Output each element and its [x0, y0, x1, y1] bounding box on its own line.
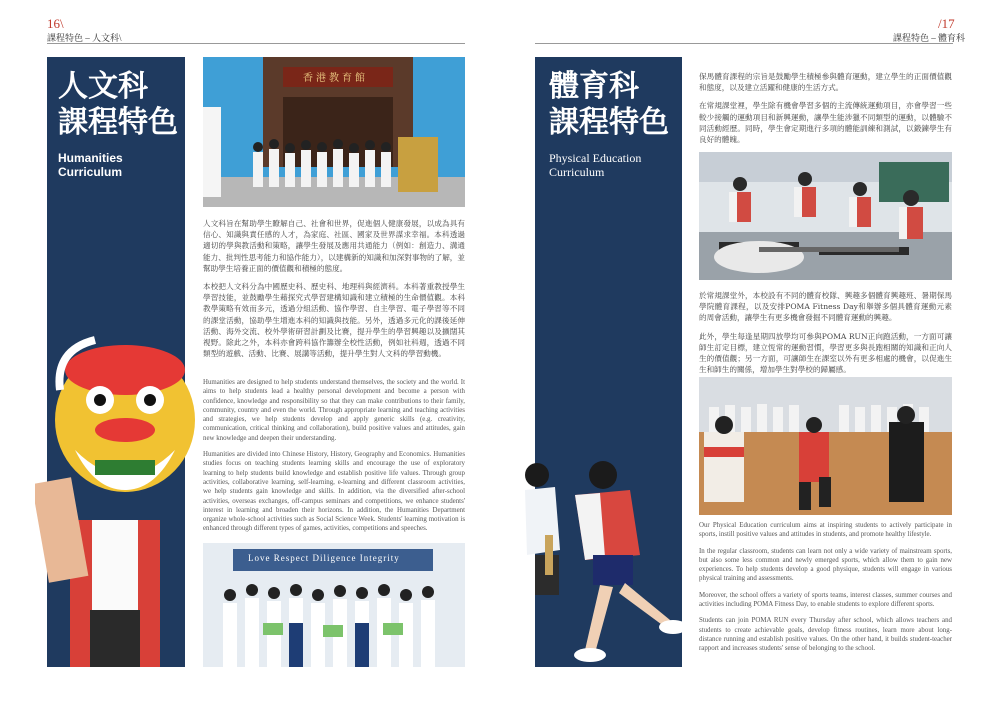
pe-en-paragraph-4: Students can join POMA RUN every Thursday after school, which allows teachers and students to create achievable goals, develop fitness routines, learn more about long-distance running and establish positive values. On the other hand, it builds student-teacher rapport and increases students' sense of belonging to the school.	[699, 617, 952, 653]
pe-zh-text-mid	[699, 290, 952, 382]
pe-en-paragraph-3: Moreover, the school offers a variety of sports teams, interest classes, summer courses and activities including POMA Fitness Day, to enable students to explore different sports.	[699, 591, 952, 609]
museum-sign: 香港教育館	[303, 73, 368, 84]
pe-zh-paragraph-2: 在常規課堂裡，學生除有機會學習多個的主流傳統運動項目，亦會學習一些較少接觸的運動項目和新興運動，讓學生能涉獵不同類型的運動，以體驗不同活動經歷。同時，學生會定期進行多項的體能訓練和測試，以鍛鍊學生有良好的體魄。	[699, 101, 952, 145]
humanities-title-line1: 人文科	[58, 69, 148, 104]
fitness-room-photo	[699, 152, 952, 280]
humanities-zh-paragraph-1: 人文科旨在幫助學生瞭解自己、社會和世界，促進個人健康發展，以成為具有信心、知識與責任感的人才，為家庭、社區、國家及世界謀求幸福。本科透過適切的學與教活動和策略，讓學生發展及應用共通能力（例如：創造力、溝通能力、批判性思考能力和協作能力），以建構新的知識和加深對事物的了解，並幫助學生培養正面的價值觀和積極的態度。	[203, 219, 465, 273]
pe-en-text	[699, 521, 952, 661]
pe-zh-paragraph-3: 於常規課堂外，本校設有不同的體育校隊、興趣多個體育興趣班、暑期保馬學院體育課程，以及安排POMA Fitness Day和舉辦多個具體育運動元素的周會活動，讓學生有更多機會發掘不同體育運動的興趣。	[699, 291, 952, 323]
humanities-subtitle-line2: Curriculum	[58, 165, 123, 179]
humanities-en-paragraph-1: Humanities are designed to help students understand themselves, the society and the world. It aims to help students lead a healthy personal development and become a person with confidence, knowledge and responsibility so that they can make contributions to their family, community, country and even the world. Through appropriate learning and teaching activities and strategies, we help students develop and apply generic skills (e.g. creativity, communication, critical thinking and collaboration), build positive values and attitudes, gain new knowledge and deepen their understanding.	[203, 379, 465, 442]
lion-dance-photo	[35, 330, 195, 667]
humanities-award-group-photo	[203, 543, 465, 667]
right-header-rule	[535, 43, 953, 44]
pe-en-paragraph-2: In the regular classroom, students can learn not only a wide variety of mainstream sports, but also some less common and newly emerged sports, which allow them to gain new experiences. To help students develop a good physique, students will engage in various physical training and assessments.	[699, 547, 952, 583]
museum-group-photo	[203, 57, 465, 207]
humanities-en-text	[203, 378, 465, 541]
humanities-subtitle-line1: Humanities	[58, 151, 123, 165]
pe-subtitle-line1: Physical Education	[549, 151, 642, 165]
pe-zh-text-top	[699, 71, 952, 152]
poma-run-hall-photo	[699, 377, 952, 515]
pe-zh-paragraph-4: 此外，學生每逢星期四放學均可參與POMA RUN正向跑活動，一方面可讓師生訂定目標，建立恆常的運動習慣，學習更多與長跑相關的知識和正向人生的價值觀；另一方面，可讓師生在課室以外有更多相處的機會，以促進生生和師生的關係，增加學生對學校的歸屬感。	[699, 331, 952, 375]
right-breadcrumb: 課程特色 – 體育科	[893, 33, 966, 43]
left-page-number: 16\	[47, 16, 64, 31]
runners-photo	[515, 455, 695, 670]
pe-title-line2: 課程特色	[549, 105, 669, 140]
humanities-en-paragraph-2: Humanities are divided into Chinese History, History, Geography and Economics. Humanities studies focus on teaching students learning skills and encourage the use of exploratory learning to help students build knowledge and establish positive life values. Through group activities, collaborative learning, self-learning, e-learning and different classroom activities, we help students gain knowledge and skills. In addition, via the diversified after-school activities, overseas exchanges, off-campus seminars and competitions, we enhance students' interest in learning and broaden their horizons. In addition, the Humanities Department organize whole-school activities such as Social Science Week. Students' learning motivation is enhanced through different types of games, activities, competitions and speeches.	[203, 451, 465, 533]
left-header-rule	[47, 43, 465, 44]
award-banner-text: Love Respect Diligence Integrity	[248, 553, 400, 563]
pe-title-line1: 體育科	[549, 69, 639, 104]
pe-en-paragraph-1: Our Physical Education curriculum aims at inspiring students to actively participate in sports, instill positive values and attitudes in students, and promote healthy lifestyle.	[699, 522, 952, 539]
humanities-zh-text	[203, 218, 465, 366]
pe-subtitle-line2: Curriculum	[549, 165, 605, 179]
left-breadcrumb: 課程特色 – 人文科\	[47, 33, 122, 43]
humanities-title-line2: 課程特色	[58, 105, 178, 140]
pe-zh-paragraph-1: 保馬體育課程的宗旨是鼓勵學生積極參與體育運動，建立學生的正面價值觀和態度，以及建立活躍和健康的生活方式。	[699, 72, 952, 93]
humanities-zh-paragraph-2: 本校把人文科分為中國歷史科、歷史科、地理科與經濟科。本科著重教授學生學習技能，並鼓勵學生藉探究式學習建構知識和建立積極的生命價值觀。本科教學策略有效而多元，透過分組活動、協作學習、自主學習、電子學習等不同的課堂活動，協助學生增進本科的知識與技能。另外，透過多元化的課後延伸活動、海外交流、校外學術研習計劃及比賽，提升學生的學習興趣以及擴闊其視野。除此之外，本科亦會跨科協作籌辦全校性活動，例如社科週，透過不同類型的遊戲、活動、比賽、展講等活動，提升學生對人文科的學習動機。	[203, 282, 465, 359]
right-page-number: /17	[938, 16, 955, 31]
